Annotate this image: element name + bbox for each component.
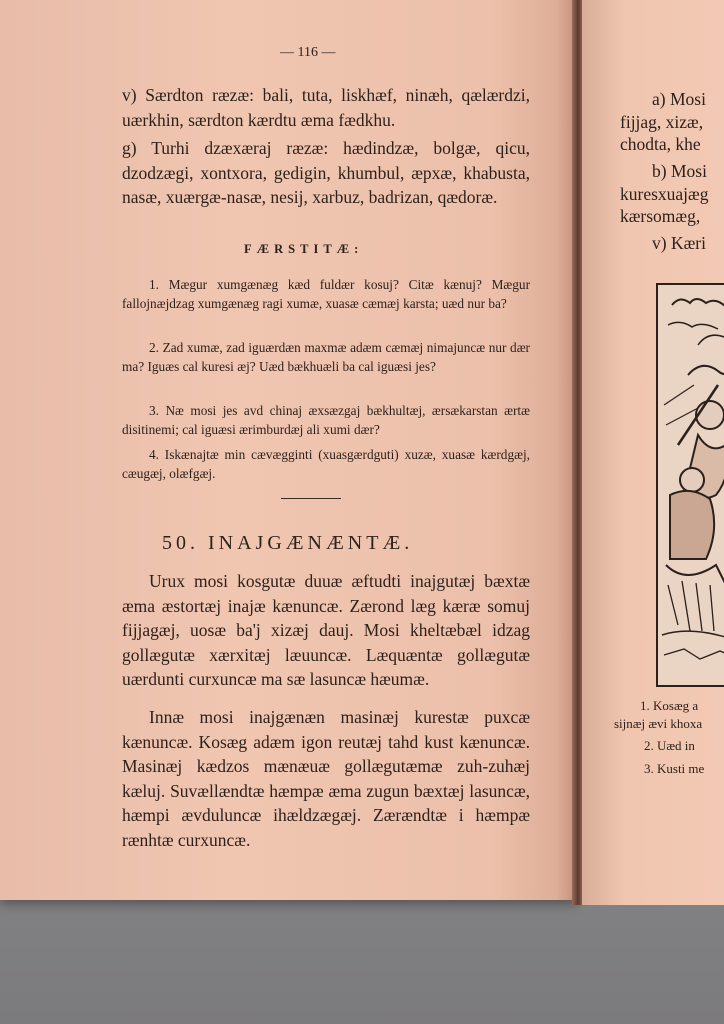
harvest-illustration (656, 283, 724, 687)
right-line-1: a) Mosi (652, 89, 706, 109)
right-note-3: 2. Uæd in (644, 738, 695, 753)
questions-heading: FÆRSTITÆ: (244, 242, 364, 256)
right-note-2: sijnæj ævi khoxa (614, 716, 703, 731)
question-1: 1. Mægur xumgænæg kæd fuldær kosuj? Citæ kænuj? Mægur fallojnæjdzag xumgænæg ragi xumæ, xuasæ cæmæj karsta; uæd nur ba? (122, 277, 530, 311)
page-number: — 116 — (280, 45, 336, 60)
question-4: 4. Iskænajtæ min cævægginti (xuasgærdguti) xuzæ, xuasæ kærdgæj, cæugæj, olæfgæj. (122, 447, 530, 481)
right-note-4: 3. Kusti me (644, 761, 705, 776)
right-line-6: kærsomæg, (620, 206, 701, 226)
right-line-4: b) Mosi (652, 161, 707, 181)
right-note-1: 1. Kosæg a (640, 698, 699, 713)
question-3: 3. Næ mosi jes avd chinaj æxsæzgaj bækhultæj, ærsækarstan ærtæ disitinemi; cal iguæsi ærimburdæj ali xumi dær? (122, 403, 530, 437)
right-line-7: v) Kæri (652, 233, 706, 253)
paragraph-g: g) Turhi dzæxæraj ræzæ: hædindzæ, bolgæ, qicu, dzodzægi, xontxora, gedigin, khumbul, æpxæ, khabusta, nasæ, xuærgæ-nasæ, nesij, xarbuz, badrizan, qædoræ. (122, 138, 530, 207)
right-line-5: kuresxuajæg (620, 184, 709, 204)
body-paragraph-2: Innæ mosi inajgænæn masinæj kurestæ puxcæ kænuncæ. Kosæg adæm igon reutæj tahd kust kænuncæ. Masinæj kædzos mænæuæ gollægutæmæ zuh-zuhæj kæluj. Suvællændtæ hæmpæ æma zugun bæxtæj lasuncæ, hæmpi ævduluncæ ihældzægæj. Zærændtæ i hæmpæ rænhtæ curxuncæ. (122, 707, 530, 850)
divider-rule (281, 498, 341, 499)
section-title: 50. INAJGÆNÆNTÆ. (162, 532, 414, 554)
right-line-2: fijjag, xizæ, (620, 112, 704, 132)
right-line-3: chodta, khe (620, 134, 701, 154)
question-2: 2. Zad xumæ, zad iguærdæn maxmæ adæm cæmæj nimajuncæ nur dær ma? Iguæs cal kuresi æj? Uæd bækhuæli ba cal iguæsi jes? (122, 340, 530, 374)
paragraph-v: v) Særdton ræzæ: bali, tuta, liskhæf, ninæh, qælærdzi, uærkhin, særdton kærdtu æma fædkhu. (122, 85, 530, 130)
body-paragraph-1: Urux mosi kosgutæ duuæ æftudti inajgutæj bæxtæ æma æstortæj inajæ kænuncæ. Zærond læg kæræ somuj fijjagæj, uosæ ba'j xizæj dauj. Mosi kheltæbæl idzag gollægutæ xærxitæj læuuncæ. Læquæntæ gollægutæ uærdunti curxuncæ ma sæ lasuncæ hæumæ. (122, 571, 530, 689)
illustration-drawing (658, 285, 724, 685)
